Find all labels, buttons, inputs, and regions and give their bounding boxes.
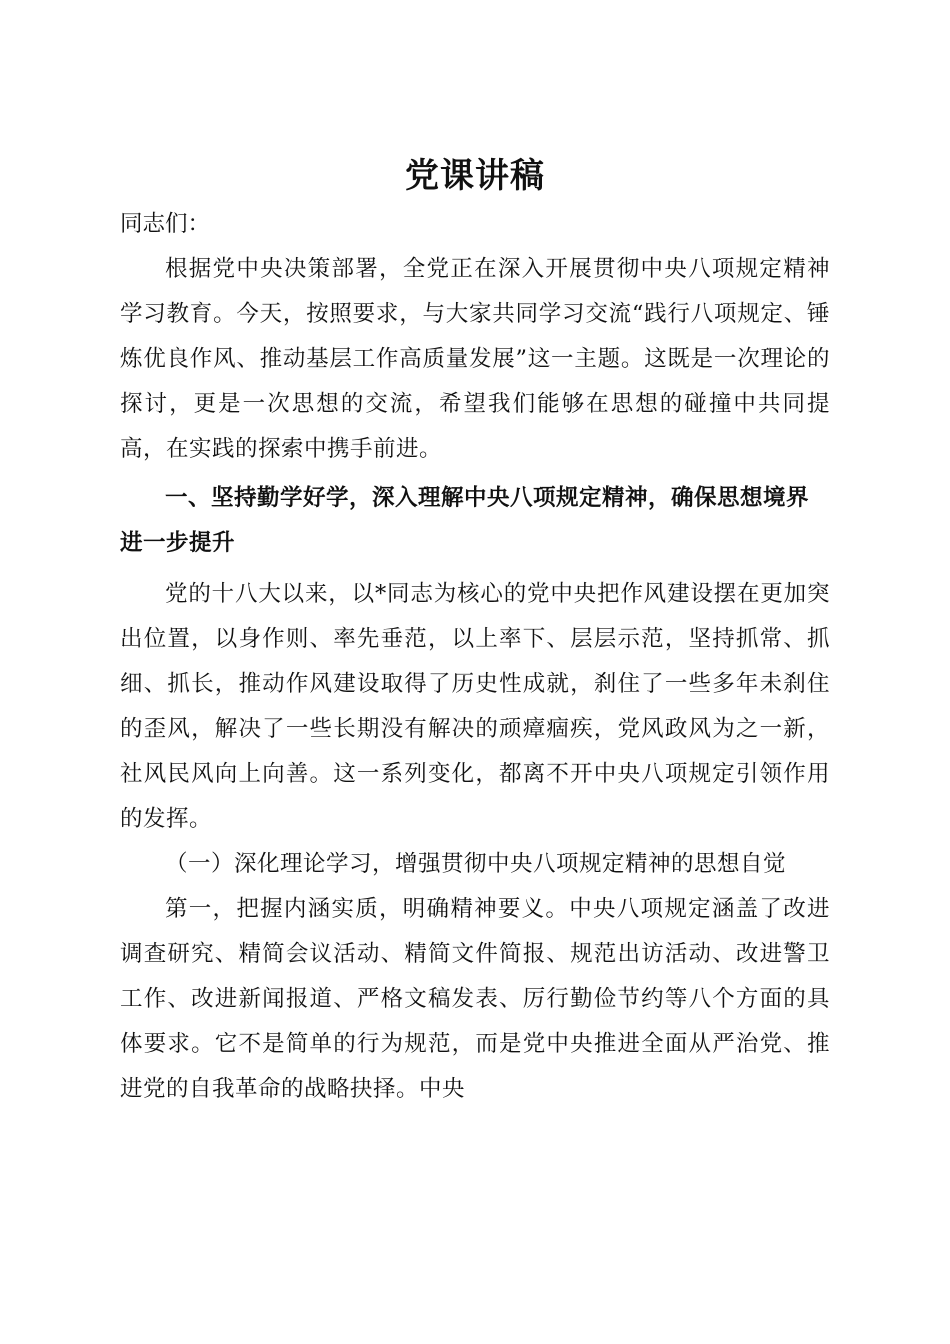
subsection-1-paragraph: 第一，把握内涵实质，明确精神要义。中央八项规定涵盖了改进调查研究、精简会议活动、精简文件简报、规范出访活动、改进警卫工作、改进新闻报道、严格文稿发表、厉行勤俭节约等八个方面的具体要求。它不是简单的行为规范，而是党中央推进全面从严治党、推进党的自我革命的战略抉择。中央	[120, 896, 830, 1102]
document-body	[120, 150, 830, 1112]
subsection-1-heading: （一）深化理论学习，增强贯彻中央八项规定精神的思想自觉	[165, 851, 787, 877]
intro-paragraph: 根据党中央决策部署，全党正在深入开展贯彻中央八项规定精神学习教育。今天，按照要求，与大家共同学习交流“践行八项规定、锤炼优良作风、推动基层工作高质量发展”这一主题。这既是一次理论的探讨，更是一次思想的交流，希望我们能够在思想的碰撞中共同提高，在实践的探索中携手前进。	[120, 256, 830, 462]
section-1-paragraph: 党的十八大以来，以*同志为核心的党中央把作风建设摆在更加突出位置，以身作则、率先垂范，以上率下、层层示范，坚持抓常、抓细、抓长，推动作风建设取得了历史性成就，刹住了一些多年未刹住的歪风，解决了一些长期没有解决的顽瘴痼疾，党风政风为之一新，社风民风向上向善。这一系列变化，都离不开中央八项规定引领作用的发挥。	[120, 581, 830, 832]
salutation: 同志们：	[120, 211, 211, 237]
document-title: 党课讲稿	[405, 156, 545, 196]
section-1-heading: 一、坚持勤学好学，深入理解中央八项规定精神，确保思想境界进一步提升	[120, 485, 810, 556]
